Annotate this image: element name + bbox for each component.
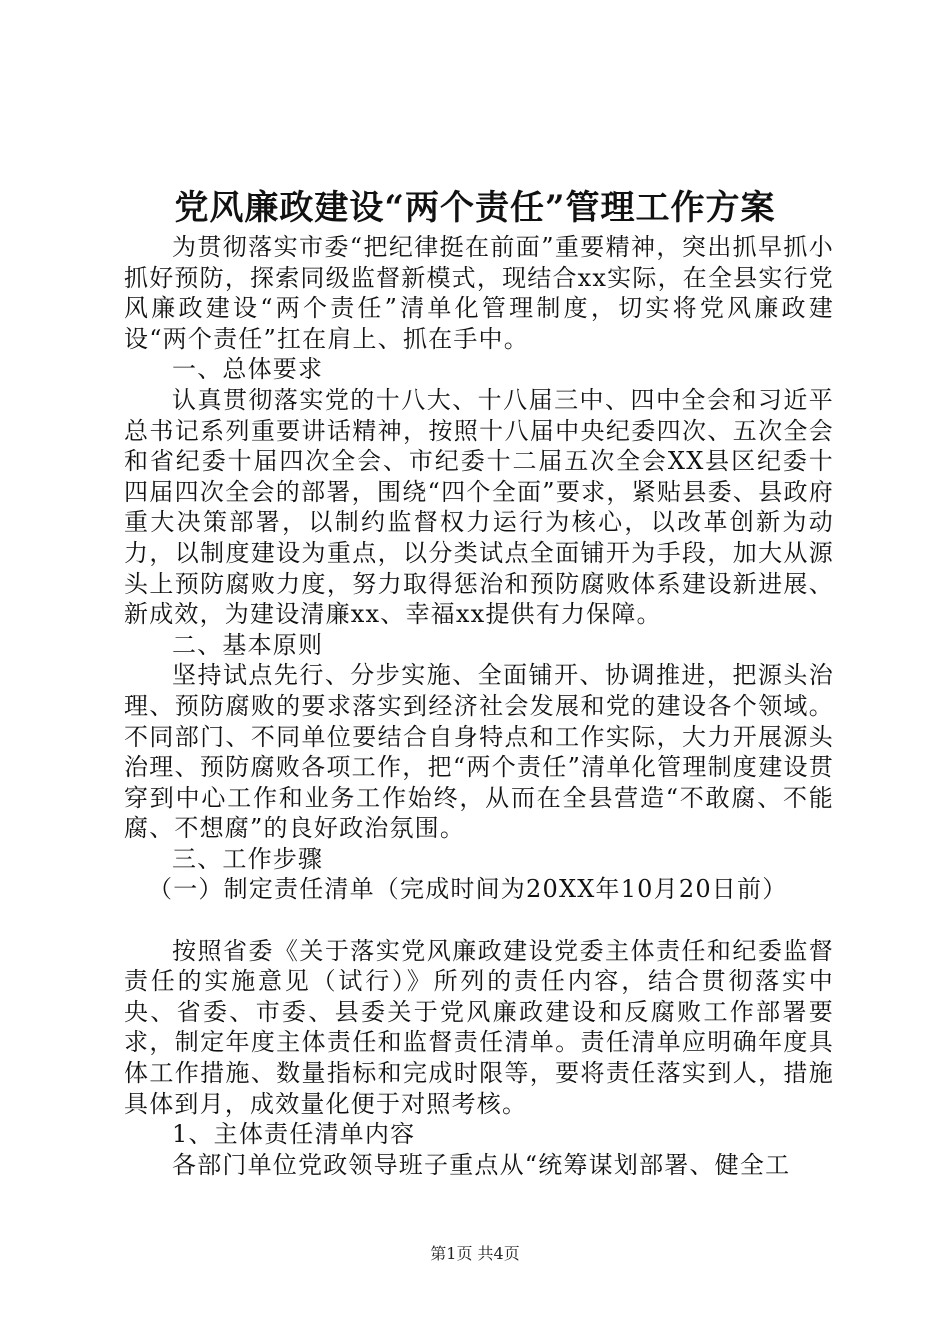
document-title: 党风廉政建设“两个责任”管理工作方案: [174, 188, 776, 228]
section-heading-basic-principles: 二、基本原则: [172, 630, 324, 659]
step-heading-responsibility-list: （一）制定责任清单（完成时间为20XX年10月20日前）: [148, 875, 788, 904]
section-heading-general-requirements: 一、总体要求: [172, 355, 324, 384]
intro-paragraph: 为贯彻落实市委“把纪律挺在前面”重要精神，突出抓早抓小抓好预防，探索同级监督新模式，现结合xx实际，在全县实行党风廉政建设“两个责任”清单化管理制度，切实将党风廉政建设“两个责任”扛在肩上、抓在手中。: [124, 233, 834, 353]
step-body-responsibility-list: 按照省委《关于落实党风廉政建设党委主体责任和纪委监督责任的实施意见（试行）》所列的责任内容，结合贯彻落实中央、省委、市委、县委关于党风廉政建设和反腐败工作部署要求，制定年度主体责任和监督责任清单。责任清单应明确年度具体工作措施、数量指标和完成时限等，要将责任落实到人，措施具体到月，成效量化便于对照考核。: [124, 936, 834, 1118]
item-heading-main-responsibility: 1、主体责任清单内容: [172, 1120, 416, 1149]
section-body-general-requirements: 认真贯彻落实党的十八大、十八届三中、四中全会和习近平总书记系列重要讲话精神，按照十八届中央纪委四次、五次全会和省纪委十届四次全会、市纪委十二届五次全会XX县区纪委十四届四次全会的部署，围绕“四个全面”要求，紧贴县委、县政府重大决策部署，以制约监督权力运行为核心，以改革创新为动力，以制度建设为重点，以分类试点全面铺开为手段，加大从源头上预防腐败力度，努力取得惩治和预防腐败体系建设新进展、新成效，为建设清廉xx、幸福xx提供有力保障。: [124, 385, 834, 629]
section-heading-work-steps: 三、工作步骤: [172, 844, 324, 873]
item-body-main-responsibility: 各部门单位党政领导班子重点从“统筹谋划部署、健全工: [172, 1150, 791, 1179]
document-body: [124, 232, 834, 1180]
section-body-basic-principles: 坚持试点先行、分步实施、全面铺开、协调推进，把源头治理、预防腐败的要求落实到经济社会发展和党的建设各个领域。不同部门、不同单位要结合自身特点和工作实际，大力开展源头治理、预防腐败各项工作，把“两个责任”清单化管理制度建设贯穿到中心工作和业务工作始终，从而在全县营造“不敢腐、不能腐、不想腐”的良好政治氛围。: [124, 661, 834, 843]
page-footer: 第1页 共4页: [430, 1244, 520, 1263]
paragraph-gap: [124, 905, 834, 936]
